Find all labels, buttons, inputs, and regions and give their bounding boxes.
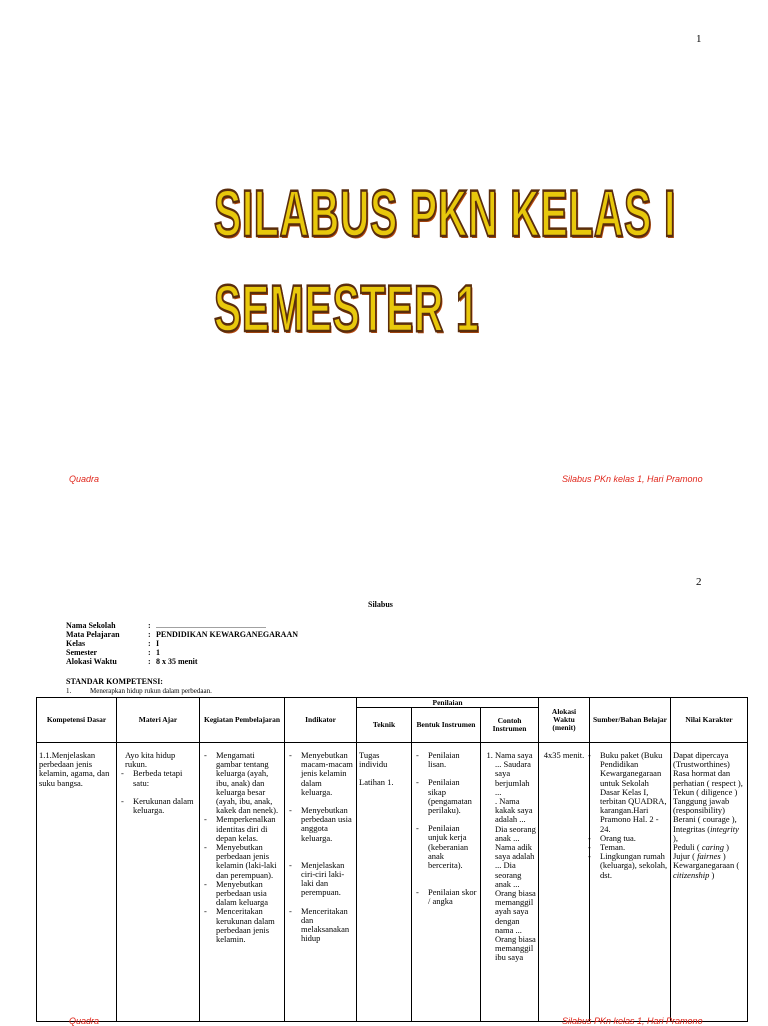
materi-list: [119, 769, 197, 815]
list-item: - Lingkungan rumah (keluarga), sekolah, dst.: [586, 852, 668, 880]
list-item: - Kerukunan dalam keluarga.: [119, 797, 197, 815]
cell-sumber: [590, 743, 671, 1022]
list-item: - Menyebutkan perbedaan usia anggota keluarga.: [287, 806, 354, 843]
list-item: - Penilaian skor / angka: [414, 888, 478, 906]
cover-title-line2: SEMESTER 1: [214, 271, 480, 345]
standar-kompetensi-title: STANDAR KOMPETENSI:: [66, 677, 163, 686]
footer-right-2: Silabus PKn kelas 1, Hari Pramono: [562, 1016, 703, 1026]
header-indikator: Indikator: [285, 698, 357, 743]
meta-row-mata-pelajaran: Mata Pelajaran : PENDIDIKAN KEWARGANEGARAAN: [66, 630, 299, 639]
header-contoh: Contoh Instrumen: [481, 708, 539, 743]
cover-title-line1: SILABUS PKN KELAS I: [214, 176, 676, 250]
kegiatan-list: [202, 751, 282, 944]
list-item: - Menceritakan dan melaksanakan hidup: [287, 907, 354, 944]
meta-row-nama-sekolah: Nama Sekolah : .......................................................: [66, 621, 266, 630]
cell-materi: Ayo kita hidup rukun. - Berbeda tetapi satu: - Kerukunan dalam keluarga.: [117, 743, 200, 1022]
page-number-1: 1: [696, 33, 702, 45]
contoh-list: [483, 751, 536, 797]
list-item: - Mengamati gambar tentang keluarga (ayah, ibu, anak) dan keluarga besar (ayah, ibu, anak, kakek dan nenek).: [202, 751, 282, 815]
cell-teknik: Tugas individu Latihan 1.: [357, 743, 412, 1022]
meta-row-semester: Semester : 1: [66, 648, 160, 657]
header-teknik: Teknik: [357, 708, 412, 743]
header-kegiatan: Kegiatan Pembelajaran: [200, 698, 285, 743]
indikator-list: [287, 751, 354, 943]
header-penilaian: Penilaian: [357, 698, 539, 708]
header-kompetensi: Kompetensi Dasar: [37, 698, 117, 743]
cell-kompetensi: 1.1.Menjelaskan perbedaan jenis kelamin, agama, dan suku bangsa.: [37, 743, 117, 1022]
cell-nilai: Dapat dipercaya (Trustworthines) Rasa hormat dan perhatian ( respect ), Tekun ( diligence ) Tanggung jawab (responsibility) Berani ( courage ), Integritas (integrity ), Peduli ( caring ) Jujur ( fairnes ) Kewarganegaraan ( citizenship ): [671, 743, 748, 1022]
list-item: - Menjelaskan ciri-ciri laki-laki dan perempuan.: [287, 861, 354, 898]
footer-left-2: Quadra: [69, 1016, 100, 1026]
header-sumber: Sumber/Bahan Belajar: [590, 698, 671, 743]
footer-right-1: Silabus PKn kelas 1, Hari Pramono: [562, 474, 703, 484]
list-item: - Buku paket (Buku Pendidikan Kewarganegaraan untuk Sekolah Dasar Kelas I, terbitan QUADRA, karangan.Hari Pramono Hal. 2 - 24.: [586, 751, 668, 834]
list-item: - Menceritakan kerukunan dalam perbedaan jenis kelamin.: [202, 907, 282, 944]
header-materi: Materi Ajar: [117, 698, 200, 743]
meta-block: [66, 621, 298, 666]
table-row: [37, 743, 748, 1022]
meta-row-alokasi-waktu: Alokasi Waktu : 8 x 35 menit: [66, 657, 198, 666]
list-item: - Teman.: [586, 843, 668, 852]
list-item: - Penilaian lisan.: [414, 751, 478, 769]
list-item: - Menyebutkan perbedaan usia dalam keluarga: [202, 880, 282, 908]
silabus-table: [36, 697, 748, 1022]
list-item: - Memperkenalkan identitas diri di depan kelas.: [202, 815, 282, 843]
page-number-2: 2: [696, 576, 702, 588]
cell-indikator: [285, 743, 357, 1022]
list-item: - Penilaian unjuk kerja (keberanian anak bercerita).: [414, 824, 478, 870]
list-item: - Menyebutkan macam-macam jenis kelamin dalam keluarga.: [287, 751, 354, 797]
header-nilai: Nilai Karakter: [671, 698, 748, 743]
footer-left-1: Quadra: [69, 474, 100, 484]
bentuk-list: [414, 751, 478, 907]
list-item: - Berbeda tetapi satu:: [119, 769, 197, 787]
header-alokasi: Alokasi Waktu (menit): [539, 698, 590, 743]
list-item: - Menyebutkan perbedaan jenis kelamin (laki-laki dan perempuan).: [202, 843, 282, 880]
cell-bentuk: [412, 743, 481, 1022]
meta-row-kelas: Kelas : I: [66, 639, 160, 648]
cell-kegiatan: [200, 743, 285, 1022]
sumber-list: [586, 751, 668, 880]
header-bentuk: Bentuk Instrumen: [412, 708, 481, 743]
standar-kompetensi-item: 1. Menerapkan hidup rukun dalam perbedaan.: [66, 687, 212, 695]
list-item: - Penilaian sikap (pengamatan perilaku).: [414, 778, 478, 815]
cell-alokasi: 4x35 menit.: [539, 743, 590, 1022]
cell-contoh: 1. Nama saya ... Saudara saya berjumlah ... . Nama kakak saya adalah ... Dia seorang anak ... Nama adik saya adalah ... Dia seorang anak ... Orang biasa memanggil ayah saya dengan nama ... Orang biasa memanggil ibu saya: [481, 743, 539, 1022]
list-item: 1. Nama saya ... Saudara saya berjumlah ...: [495, 751, 536, 797]
list-item: - Orang tua.: [586, 834, 668, 843]
silabus-heading: Silabus: [368, 600, 393, 609]
